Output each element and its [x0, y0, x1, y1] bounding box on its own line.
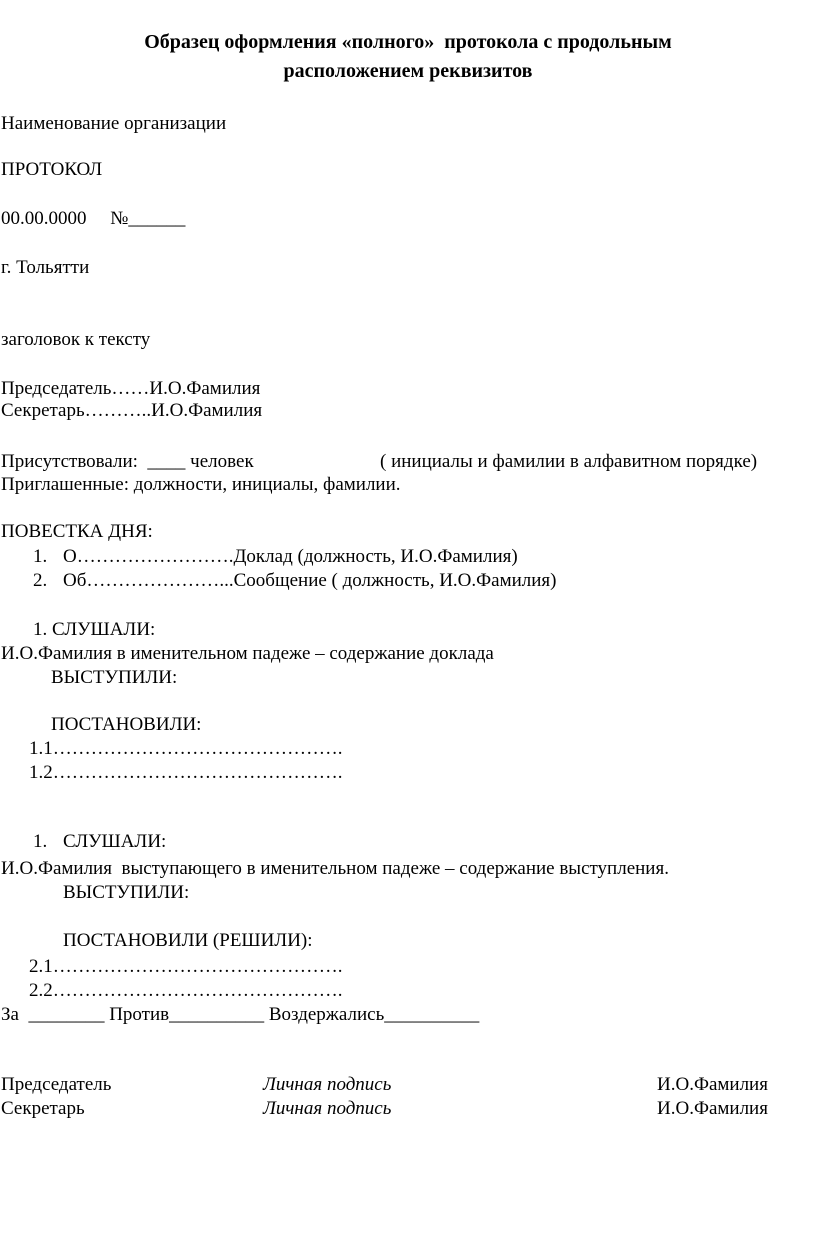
agenda-item-1-number: 1. [33, 546, 48, 567]
section1-spoke: ВЫСТУПИЛИ: [51, 667, 178, 688]
section2-point-2: 2.2………………………………………. [29, 980, 343, 1001]
signature-2-sign: Личная подпись [263, 1098, 392, 1119]
text-heading: заголовок к тексту [1, 329, 151, 350]
invited-line: Приглашенные: должности, инициалы, фамилии. [1, 474, 401, 495]
section2-point-1: 2.1………………………………………. [29, 956, 343, 977]
chairman-line: Председатель……И.О.Фамилия [1, 378, 261, 399]
agenda-heading: ПОВЕСТКА ДНЯ: [1, 521, 153, 542]
signature-1-sign: Личная подпись [263, 1074, 392, 1095]
signature-2-name: И.О.Фамилия [657, 1098, 768, 1119]
signature-1-role: Председатель [1, 1074, 112, 1095]
agenda-item-2-number: 2. [33, 570, 48, 591]
document-title-line1: Образец оформления «полного» протокола с продольным [144, 31, 672, 53]
section1-speaker: И.О.Фамилия в именительном падеже – содержание доклада [1, 643, 494, 664]
present-label: Присутствовали: ____ человек [1, 451, 254, 472]
agenda-item-2-text: Об…………………...Сообщение ( должность, И.О.Фамилия) [63, 570, 557, 591]
document-type: ПРОТОКОЛ [1, 159, 103, 180]
agenda-item-1-text: О…………………….Доклад (должность, И.О.Фамилия) [63, 546, 518, 567]
section2-speaker: И.О.Фамилия выступающего в именительном падеже – содержание выступления. [1, 858, 669, 879]
section2-heard: СЛУШАЛИ: [63, 831, 167, 852]
document-title-line2: расположением реквизитов [283, 60, 533, 82]
section2-decided: ПОСТАНОВИЛИ (РЕШИЛИ): [63, 930, 313, 951]
organization-name: Наименование организации [1, 113, 227, 134]
signature-1-name: И.О.Фамилия [657, 1074, 768, 1095]
section1-decided: ПОСТАНОВИЛИ: [51, 714, 202, 735]
section2-spoke: ВЫСТУПИЛИ: [63, 882, 190, 903]
section1-heard: 1. СЛУШАЛИ: [33, 619, 156, 640]
city: г. Тольятти [1, 257, 90, 278]
date-number: 00.00.0000 №______ [1, 208, 186, 229]
present-note: ( инициалы и фамилии в алфавитном порядке) [380, 451, 758, 472]
signature-2-role: Секретарь [1, 1098, 85, 1119]
section1-point-2: 1.2………………………………………. [29, 762, 343, 783]
section1-point-1: 1.1………………………………………. [29, 738, 343, 759]
secretary-line: Секретарь………..И.О.Фамилия [1, 400, 263, 421]
vote-line: За ________ Против__________ Воздержались__________ [1, 1004, 480, 1025]
section2-number: 1. [33, 831, 48, 852]
